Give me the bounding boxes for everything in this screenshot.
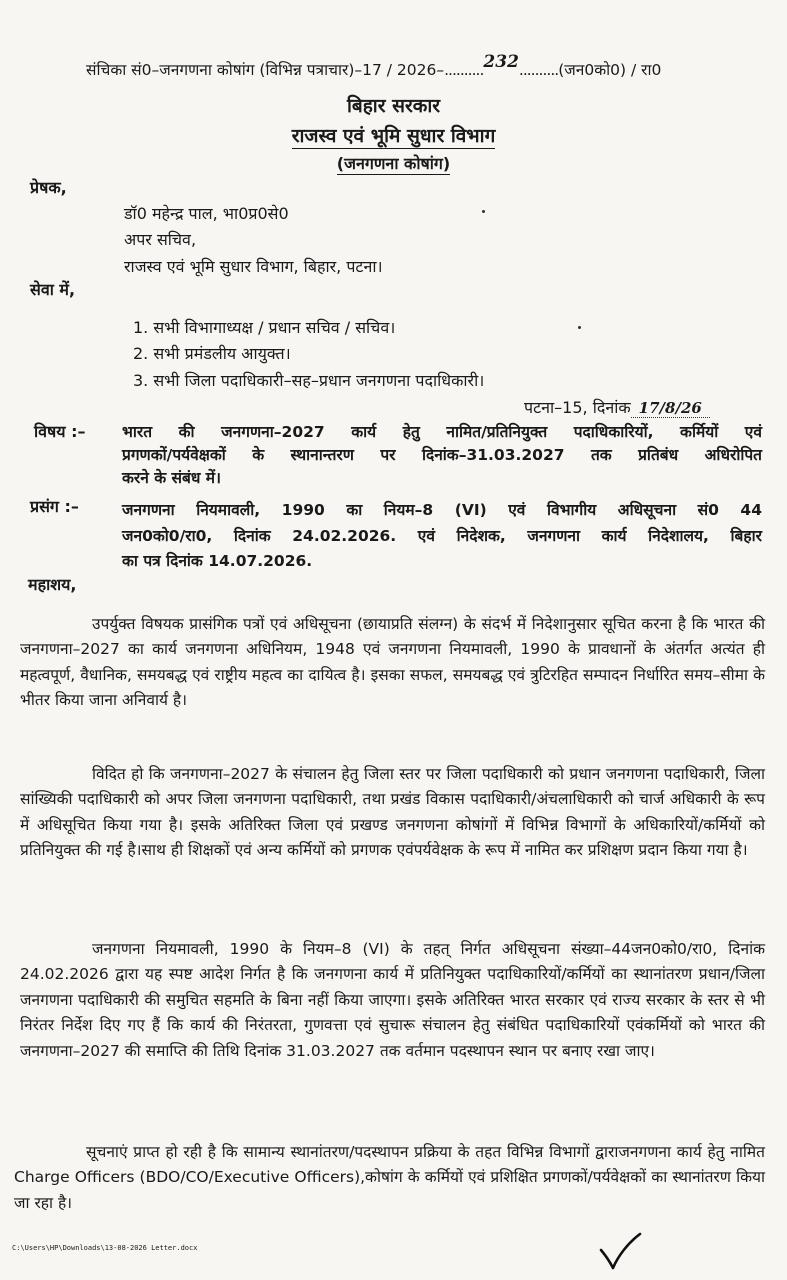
dateline [524, 396, 710, 418]
sender-name: डॉ0 महेन्द्र पाल, भा0प्र0से0 [124, 204, 289, 223]
subject-line: करने के संबंध में। [122, 469, 221, 487]
handwritten-tick-icon [598, 1232, 642, 1272]
body-paragraph: सूचनाएं प्राप्त हो रही है कि सामान्य स्थानांतरण/पदस्थापन प्रक्रिया के तहत विभिन्न विभागों द्वाराजनगणना कार्य हेतु नामित Charge Officers (BDO/CO/Executive Officers),कोषांग के कर्मियों एवं प्रशिक्षित प्रगणकों/पर्यवेक्षकों का स्थानांतरण किया जा रहा है। [14, 1143, 765, 1212]
sender-designation: अपर सचिव, [124, 230, 197, 249]
sender-label: प्रेषक, [30, 178, 67, 197]
footer-file-path: C:\Users\HP\Downloads\13-08-2026 Letter.docx [12, 1244, 198, 1252]
recipient-item: 3. सभी जिला पदाधिकारी–सह–प्रधान जनगणना पदाधिकारी। [133, 371, 485, 390]
cell-heading [0, 152, 787, 174]
salutation: महाशय, [28, 575, 77, 594]
government-heading: बिहार सरकार [346, 95, 441, 117]
reference-line: जन0को0/रा0, दिनांक 24.02.2026. एवं निदेशक, जनगणना कार्य निदेशालय, बिहार [122, 527, 762, 545]
file-reference-line: संचिका सं0–जनगणना कोषांग (विभिन्न पत्राचार)–17 / 2026–..........232..........(जन0को0) / रा0 [86, 52, 662, 79]
department-heading-text: राजस्व एवं भूमि सुधार विभाग [291, 125, 496, 147]
recipient-item: 1. सभी विभागाध्यक्ष / प्रधान सचिव / सचिव। [133, 318, 396, 337]
file-reference-suffix: (जन0को0) / रा0 [558, 61, 662, 79]
reference-line: का पत्र दिनांक 14.07.2026. [122, 552, 313, 570]
scan-speck [578, 326, 581, 329]
sender-office: राजस्व एवं भूमि सुधार विभाग, बिहार, पटना। [124, 257, 383, 276]
recipient-item: 2. सभी प्रमंडलीय आयुक्त। [133, 344, 291, 363]
body-paragraph: जनगणना नियमावली, 1990 के नियम–8 (VI) के तहत् निर्गत अधिसूचना संख्या–44जन0को0/रा0, दिनांक 24.02.2026 द्वारा यह स्पष्ट आदेश निर्गत है कि जनगणना कार्य में प्रतिनियुक्त पदाधिकारियों/कर्मियों का स्थानांतरण प्रधान/जिला जनगणना पदाधिकारी की समुचित सहमति के बिना नहीं किया जाएगा। इसके अतिरिक्त भारत सरकार एवं राज्य सरकार के स्तर से भी निरंतर निर्देश दिए गए हैं कि कार्य की निरंतरता, गुणवत्ता एवं सुचारू संचालन हेतु संबंधित पदाधिकारियों एवंकर्मियों को भारत की जनगणना–2027 की समाप्ति की तिथि दिनांक 31.03.2027 तक वर्तमान पदस्थापन स्थान पर बनाए रखा जाए। [20, 940, 765, 1060]
cell-heading-text: (जनगणना कोषांग) [336, 154, 451, 173]
file-reference-prefix: संचिका सं0–जनगणना कोषांग (विभिन्न पत्राचार)–17 / 2026– [86, 61, 445, 79]
subject-line: प्रगणकों/पर्यवेक्षकों के स्थानान्तरण पर दिनांक–31.03.2027 तक प्रतिबंध अधिरोपित [122, 446, 762, 464]
department-heading [0, 122, 787, 148]
subject-line: भारत की जनगणना–2027 कार्य हेतु नामित/प्रतिनियुक्त पदाधिकारियों, कर्मियों एवं [122, 423, 762, 441]
scan-speck [482, 210, 485, 213]
reference-line: जनगणना नियमावली, 1990 का नियम–8 (VI) एवं विभागीय अधिसूचना सं0 44 [122, 501, 762, 519]
recipients-label: सेवा में, [30, 280, 76, 299]
handwritten-letter-number: 232 [483, 52, 519, 72]
subject-label: विषय :– [34, 422, 86, 441]
reference-label: प्रसंग :– [30, 497, 79, 516]
dateline-place: पटना–15, दिनांक [524, 398, 631, 417]
body-paragraph: विदित हो कि जनगणना–2027 के संचालन हेतु जिला स्तर पर जिला पदाधिकारी को प्रधान जनगणना पदाधिकारी, जिला सांख्यिकी पदाधिकारी को अपर जिला जनगणना पदाधिकारी, तथा प्रखंड विकास पदाधिकारी/अंचलाधिकारी को चार्ज अधिकारी के रूप में अधिसूचित किया गया है। इसके अतिरिक्त जिला एवं प्रखण्ड जनगणना कोषांगों में विभिन्न विभागों के अधिकारियों/कर्मियों को प्रतिनियुक्त की गई है।साथ ही शिक्षकों एवं अन्य कर्मियों को प्रगणक एवंपर्यवेक्षक के रूप में नामित कर प्रशिक्षण प्रदान किया गया है। [20, 765, 765, 860]
handwritten-date: 17/8/26 [631, 399, 710, 418]
body-paragraph: उपर्युक्त विषयक प्रासंगिक पत्रों एवं अधिसूचना (छायाप्रति संलग्न) के संदर्भ में निदेशानुसार सूचित करना है कि भारत की जनगणना–2027 का कार्य जनगणना अधिनियम, 1948 एवं जनगणना नियमावली, 1990 के प्रावधानों के अंतर्गत अत्यंत ही महत्वपूर्ण, वैधानिक, समयबद्ध एवं राष्ट्रीय महत्व का दायित्व है। इसका सफल, समयबद्ध एवं त्रुटिरहित सम्पादन निर्धारित समय–सीमा के भीतर किया जाना अनिवार्य है। [20, 615, 765, 710]
